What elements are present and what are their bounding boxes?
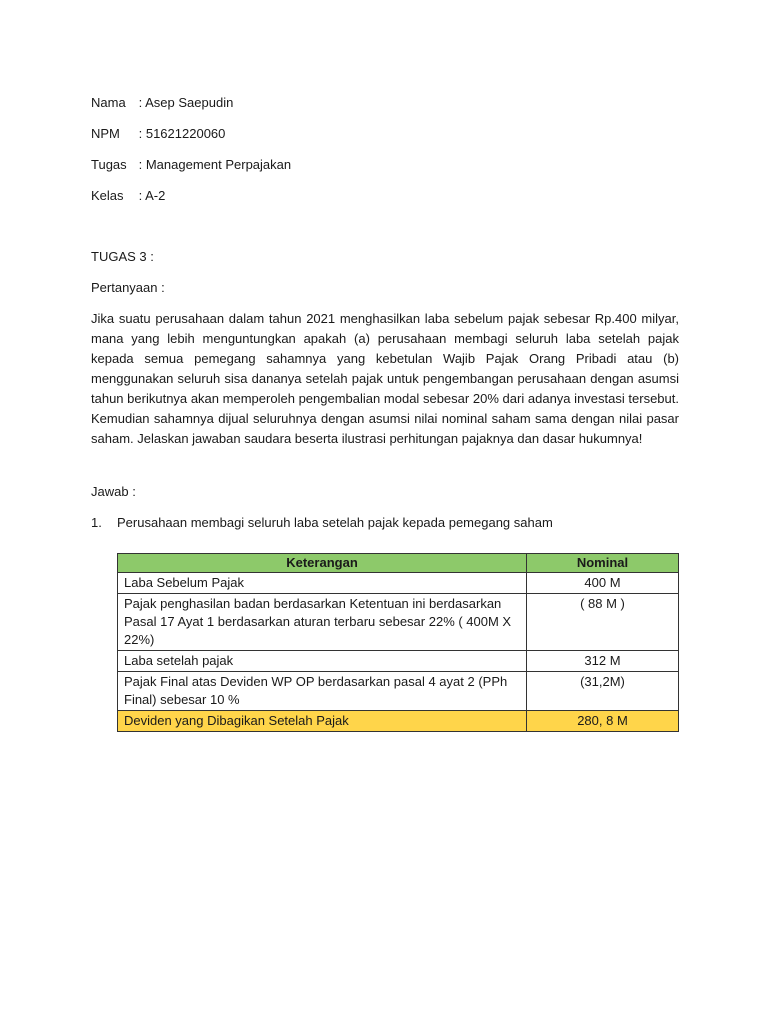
item-text: Perusahaan membagi seluruh laba setelah pajak kepada pemegang saham bbox=[117, 515, 553, 530]
nama-value: : Asep Saepudin bbox=[138, 95, 234, 110]
cell-nominal: 280, 8 M bbox=[527, 711, 679, 732]
table-row bbox=[118, 651, 679, 672]
assignment-title: TUGAS 3 : bbox=[91, 249, 154, 264]
tugas-label: Tugas bbox=[91, 157, 127, 172]
answer-label: Jawab : bbox=[91, 484, 136, 499]
cell-nominal: 400 M bbox=[527, 573, 679, 594]
table-row bbox=[118, 672, 679, 711]
tax-calculation-table bbox=[117, 553, 679, 732]
item-number: 1. bbox=[91, 515, 102, 530]
info-kelas bbox=[91, 187, 165, 205]
npm-value: : 51621220060 bbox=[138, 126, 226, 141]
info-nama bbox=[91, 94, 233, 112]
table-row bbox=[118, 594, 679, 651]
cell-keterangan: Pajak penghasilan badan berdasarkan Ketentuan ini berdasarkan Pasal 17 Ayat 1 berdasarkan aturan terbaru sebesar 22% ( 400M X 22%) bbox=[118, 594, 527, 651]
nama-label: Nama bbox=[91, 95, 126, 110]
cell-keterangan: Pajak Final atas Deviden WP OP berdasarkan pasal 4 ayat 2 (PPh Final) sebesar 10 % bbox=[118, 672, 527, 711]
cell-nominal: (31,2M) bbox=[527, 672, 679, 711]
kelas-value: : A-2 bbox=[138, 188, 166, 203]
cell-nominal: 312 M bbox=[527, 651, 679, 672]
info-npm bbox=[91, 125, 225, 143]
table-row-total bbox=[118, 711, 679, 732]
cell-keterangan: Laba setelah pajak bbox=[118, 651, 527, 672]
question-text: Jika suatu perusahaan dalam tahun 2021 menghasilkan laba sebelum pajak sebesar Rp.400 milyar, mana yang lebih menguntungkan apakah (a) perusahaan membagi seluruh laba setelah pajak kepada semua pemegang sahamnya yang kebetulan Wajib Pajak Orang Pribadi atau (b) menggunakan seluruh sisa dananya setelah pajak untuk pengembangan perusahaan dengan asumsi tahun berikutnya akan memperoleh pengembalian modal sebesar 20% dari adanya investasi tersebut. Kemudian sahamnya dijual seluruhnya dengan asumsi nilai nominal saham sama dengan nilai pasar saham. Jelaskan jawaban saudara beserta ilustrasi perhitungan pajaknya dan dasar hukumnya! bbox=[91, 311, 679, 446]
table-row bbox=[118, 573, 679, 594]
npm-label: NPM bbox=[91, 126, 120, 141]
table-header-row bbox=[118, 554, 679, 573]
answer-item-1 bbox=[91, 514, 553, 532]
cell-nominal: ( 88 M ) bbox=[527, 594, 679, 651]
cell-keterangan: Deviden yang Dibagikan Setelah Pajak bbox=[118, 711, 527, 732]
header-keterangan: Keterangan bbox=[118, 554, 527, 573]
header-nominal: Nominal bbox=[527, 554, 679, 573]
question-label: Pertanyaan : bbox=[91, 280, 165, 295]
kelas-label: Kelas bbox=[91, 188, 124, 203]
tugas-value: : Management Perpajakan bbox=[138, 157, 292, 172]
cell-keterangan: Laba Sebelum Pajak bbox=[118, 573, 527, 594]
info-tugas bbox=[91, 156, 291, 174]
